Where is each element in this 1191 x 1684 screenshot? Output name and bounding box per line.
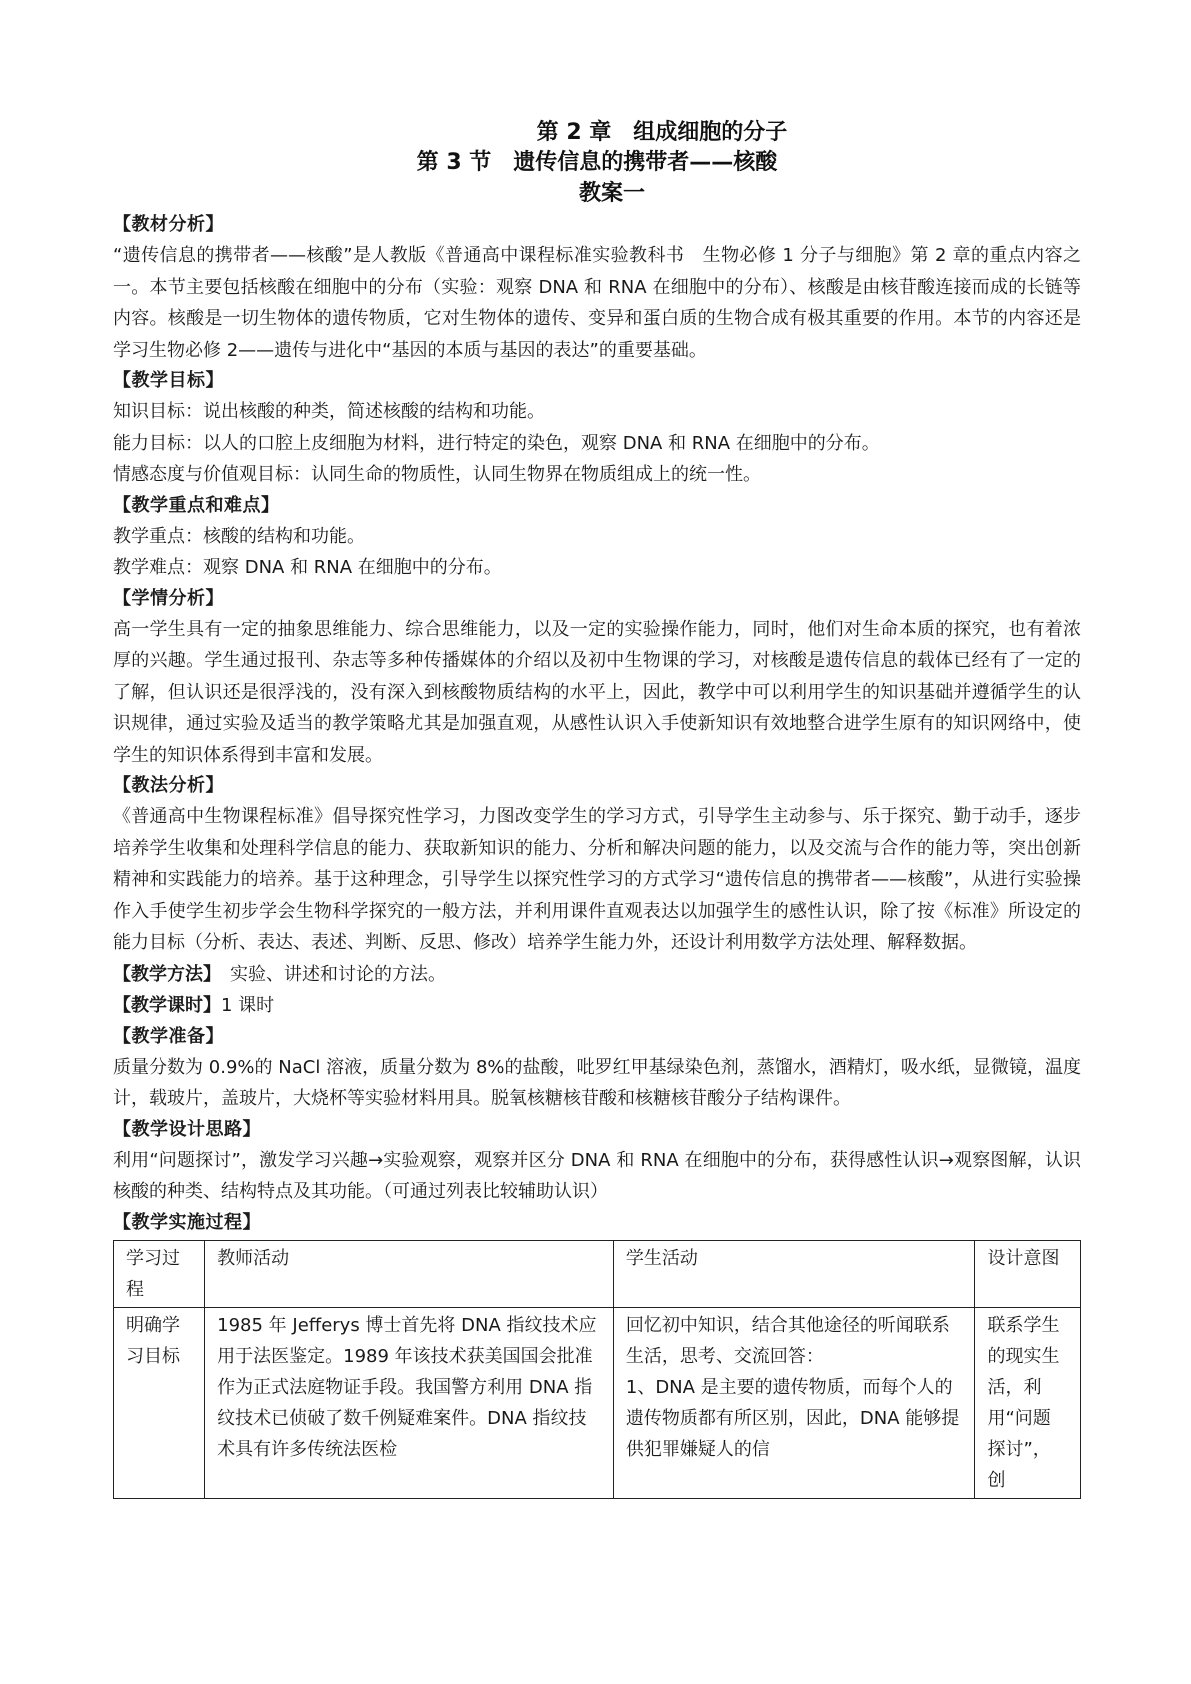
goal-knowledge: 知识目标：说出核酸的种类，简述核酸的结构和功能。 bbox=[113, 401, 545, 422]
header-intent: 设计意图 bbox=[975, 1240, 1081, 1307]
method-heading: 【教学方法】 bbox=[113, 963, 212, 985]
methods-analysis-text: 《普通高中生物课程标准》倡导探究性学习，力图改变学生的学习方式，引导学生主动参与、乐于探究、勤于动手，逐步培养学生收集和处理科学信息的能力、获取新知识的能力、分析和解决问题的能力，以及交流与合作的能力等，突出创新精神和实践能力的培养。基于这种理念，引导学生以探究性学习的方式学习“遗传信息的携带者——核酸”，从进行实验操作入手使学生初步学会生物科学探究的一般方法，并利用课件直观表达以加强学生的感性认识，除了按《标准》所设定的能力目标（分析、表达、表述、判断、反思、修改）培养学生能力外，还设计利用数学方法处理、解释数据。 bbox=[113, 806, 1081, 953]
header-teacher: 教师活动 bbox=[205, 1240, 614, 1307]
design-heading: 【教学设计思路】 bbox=[113, 1118, 261, 1140]
keypoint-difficulty: 教学难点：观察 DNA 和 RNA 在细胞中的分布。 bbox=[113, 557, 502, 578]
goal-emotion: 情感态度与价值观目标：认同生命的物质性，认同生物界在物质组成上的统一性。 bbox=[113, 464, 761, 485]
table-row bbox=[114, 1307, 1081, 1498]
students-text: 高一学生具有一定的抽象思维能力、综合思维能力，以及一定的实验操作能力，同时，他们对生命本质的探究，也有着浓厚的兴趣。学生通过报刊、杂志等多种传播媒体的介绍以及初中生物课的学习，对核酸是遗传信息的载体已经有了一定的了解，但认识还是很浮浅的，没有深入到核酸物质结构的水平上，因此，教学中可以利用学生的知识基础并遵循学生的认识规律，通过实验及适当的教学策略尤其是加强直观，从感性认识入手使新知识有效地整合进学生原有的知识网络中，使学生的知识体系得到丰富和发展。 bbox=[113, 618, 1081, 766]
design-text: 利用“问题探讨”，激发学习兴趣→实验观察，观察并区分 DNA 和 RNA 在细胞中的分布，获得感性认识→观察图解，认识核酸的种类、结构特点及其功能。（可通过列表比较辅助认识） bbox=[113, 1149, 1081, 1202]
title-block bbox=[113, 118, 1081, 210]
header-stage: 学习过程 bbox=[114, 1240, 205, 1307]
keypoint-focus: 教学重点：核酸的结构和功能。 bbox=[113, 525, 365, 547]
materials-heading: 【教材分析】 bbox=[113, 214, 224, 235]
table-header-row bbox=[114, 1240, 1081, 1307]
process-heading: 【教学实施过程】 bbox=[113, 1211, 261, 1233]
goals-heading: 【教学目标】 bbox=[113, 370, 224, 391]
prep-heading: 【教学准备】 bbox=[113, 1025, 224, 1047]
header-student: 学生活动 bbox=[613, 1240, 975, 1307]
students-heading: 【学情分析】 bbox=[113, 587, 224, 609]
plan-title: 教案一 bbox=[578, 181, 645, 206]
hours-heading: 【教学课时】 bbox=[113, 995, 221, 1016]
method-line bbox=[113, 959, 1081, 991]
materials-text: “遗传信息的携带者——核酸”是人教版《普通高中课程标准实验教科书 生物必修 1 分子与细胞》第 2 章的重点内容之一。本节主要包括核酸在细胞中的分布（实验：观察 DNA 和 RNA 在细胞中的分布）、核酸是由核苷酸连接而成的长链等内容。核酸是一切生物体的遗传物质，它对生物体的遗传、变异和蛋白质的生物合成有极其重要的作用。本节的内容还是学习生物必修 2——遗传与进化中“基因的本质与基因的表达”的重要基础。 bbox=[113, 245, 1081, 361]
cell-intent: 联系学生的现实生活，利用“问题探讨”，创 bbox=[975, 1307, 1081, 1498]
document-page bbox=[113, 118, 1081, 1499]
cell-stage: 明确学习目标 bbox=[114, 1307, 205, 1498]
goal-ability: 能力目标：以人的口腔上皮细胞为材料，进行特定的染色，观察 DNA 和 RNA 在细胞中的分布。 bbox=[113, 432, 880, 454]
hours-text: 1 课时 bbox=[221, 995, 275, 1016]
process-table bbox=[113, 1240, 1081, 1499]
methods-analysis-heading: 【教法分析】 bbox=[113, 775, 224, 796]
chapter-title: 第 2 章 组成细胞的分子 bbox=[536, 120, 788, 145]
section-title: 第 3 节 遗传信息的携带者——核酸 bbox=[416, 150, 778, 175]
cell-teacher: 1985 年 Jefferys 博士首先将 DNA 指纹技术应用于法医鉴定。1989 年该技术获美国国会批准作为正式法庭物证手段。我国警方利用 DNA 指纹技术已侦破了数千例疑难案件。DNA 指纹技术具有许多传统法医检 bbox=[205, 1307, 614, 1498]
hours-line bbox=[113, 990, 1081, 1022]
cell-student: 回忆初中知识，结合其他途径的听闻联系生活，思考、交流回答： 1、DNA 是主要的遗传物质，而每个人的遗传物质都有所区别，因此，DNA 能够提供犯罪嫌疑人的信 bbox=[613, 1307, 975, 1498]
prep-text: 质量分数为 0.9%的 NaCl 溶液，质量分数为 8%的盐酸，吡罗红甲基绿染色剂，蒸馏水，酒精灯，吸水纸，显微镜，温度计，载玻片，盖玻片，大烧杯等实验材料用具。脱氧核糖核苷酸和核糖核苷酸分子结构课件。 bbox=[113, 1056, 1081, 1109]
keypoints-heading: 【教学重点和难点】 bbox=[113, 494, 280, 516]
method-text: 实验、讲述和讨论的方法。 bbox=[212, 963, 446, 985]
